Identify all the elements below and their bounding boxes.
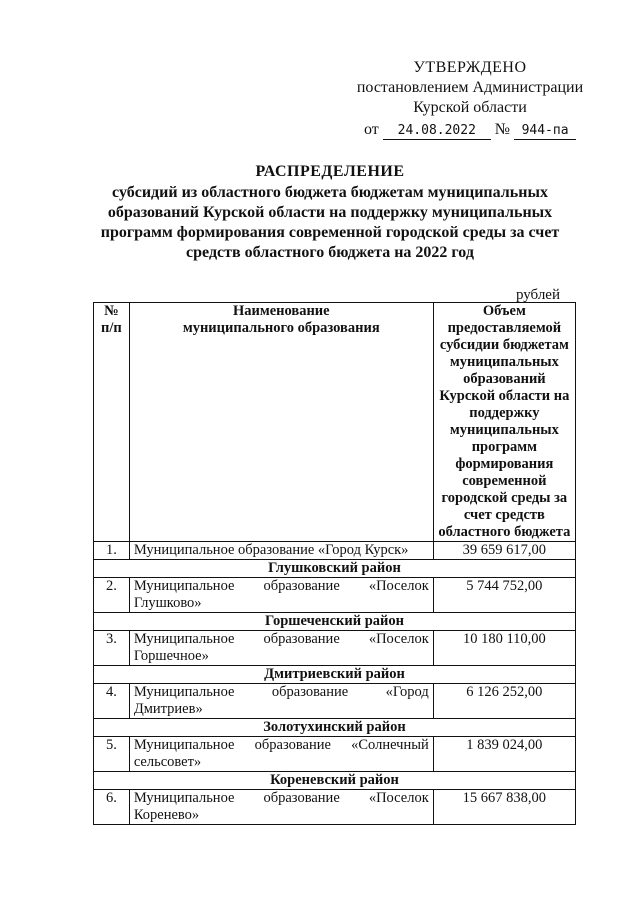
approval-date: 24.08.2022	[383, 123, 491, 140]
row-name: Муниципальное образование «Город Курск»	[129, 542, 433, 560]
district-row	[94, 560, 576, 578]
approval-date-line	[364, 120, 600, 140]
table-row	[94, 631, 576, 666]
district-name: Дмитриевский район	[94, 666, 576, 684]
row-name-line-1: Муниципальное образование «Город	[133, 684, 429, 700]
row-name-line-2: сельсовет»	[133, 754, 202, 770]
row-name-line-2: Дмитриев»	[133, 701, 203, 717]
row-number: 6.	[94, 790, 130, 825]
document-title: РАСПРЕДЕЛЕНИЕ	[255, 163, 405, 180]
heading-line-3: программ формирования современной городской среды за счет	[100, 224, 560, 241]
row-name-line-1: Муниципальное образование «Солнечный	[133, 737, 429, 753]
row-name-line-1: Муниципальное образование «Поселок	[133, 790, 429, 806]
approval-number-label: №	[494, 121, 511, 138]
district-name: Глушковский район	[94, 560, 576, 578]
district-row	[94, 666, 576, 684]
heading-line-2: образований Курской области на поддержку муниципальных	[107, 204, 553, 221]
row-name-line-2: Глушково»	[133, 595, 202, 611]
row-amount: 39 659 617,00	[433, 542, 575, 560]
district-row	[94, 772, 576, 790]
currency-unit: рублей	[515, 287, 560, 303]
table-row	[94, 737, 576, 772]
row-amount: 10 180 110,00	[433, 631, 575, 666]
row-amount: 6 126 252,00	[433, 684, 575, 719]
row-name	[129, 790, 433, 825]
subsidy-table	[93, 302, 576, 825]
district-name: Горшеченский район	[94, 613, 576, 631]
row-name	[129, 578, 433, 613]
approval-number: 944-па	[514, 123, 576, 140]
row-number: 3.	[94, 631, 130, 666]
header-number-line-2: п/п	[101, 320, 122, 336]
document-heading	[100, 162, 560, 263]
approval-from-label: от	[364, 121, 379, 138]
row-number: 5.	[94, 737, 130, 772]
row-number: 4.	[94, 684, 130, 719]
row-name	[129, 684, 433, 719]
district-row	[94, 719, 576, 737]
approval-line-2: Курской области	[413, 99, 527, 116]
table-header-row	[94, 303, 576, 542]
row-amount: 1 839 024,00	[433, 737, 575, 772]
header-amount: Объем предоставляемой субсидии бюджетам муниципальных образований Курской области на поддержку муниципальных программ формирования современной городской среды за счет средств областного бюджета	[433, 303, 575, 542]
district-row	[94, 613, 576, 631]
row-name	[129, 737, 433, 772]
approval-line-1: постановлением Администрации	[356, 79, 584, 96]
header-number-line-1: №	[104, 303, 119, 319]
header-name-line-2: муниципального образования	[182, 320, 380, 336]
district-name: Кореневский район	[94, 772, 576, 790]
approval-title: УТВЕРЖДЕНО	[413, 59, 527, 76]
table-row	[94, 542, 576, 560]
table-row	[94, 790, 576, 825]
row-number: 1.	[94, 542, 130, 560]
row-number: 2.	[94, 578, 130, 613]
row-name-line-2: Горшечное»	[133, 648, 209, 664]
approval-block	[340, 58, 600, 140]
row-name-line-2: Коренево»	[133, 807, 200, 823]
row-name	[129, 631, 433, 666]
district-name: Золотухинский район	[94, 719, 576, 737]
header-number	[94, 303, 130, 542]
table-row	[94, 578, 576, 613]
row-amount: 5 744 752,00	[433, 578, 575, 613]
table-row	[94, 684, 576, 719]
heading-line-4: средств областного бюджета на 2022 год	[186, 244, 474, 261]
row-name-line-1: Муниципальное образование «Поселок	[133, 631, 429, 647]
header-name-line-1: Наименование	[232, 303, 330, 319]
row-name-line-1: Муниципальное образование «Поселок	[133, 578, 429, 594]
row-amount: 15 667 838,00	[433, 790, 575, 825]
header-name	[129, 303, 433, 542]
heading-line-1: субсидий из областного бюджета бюджетам муниципальных	[112, 184, 548, 201]
